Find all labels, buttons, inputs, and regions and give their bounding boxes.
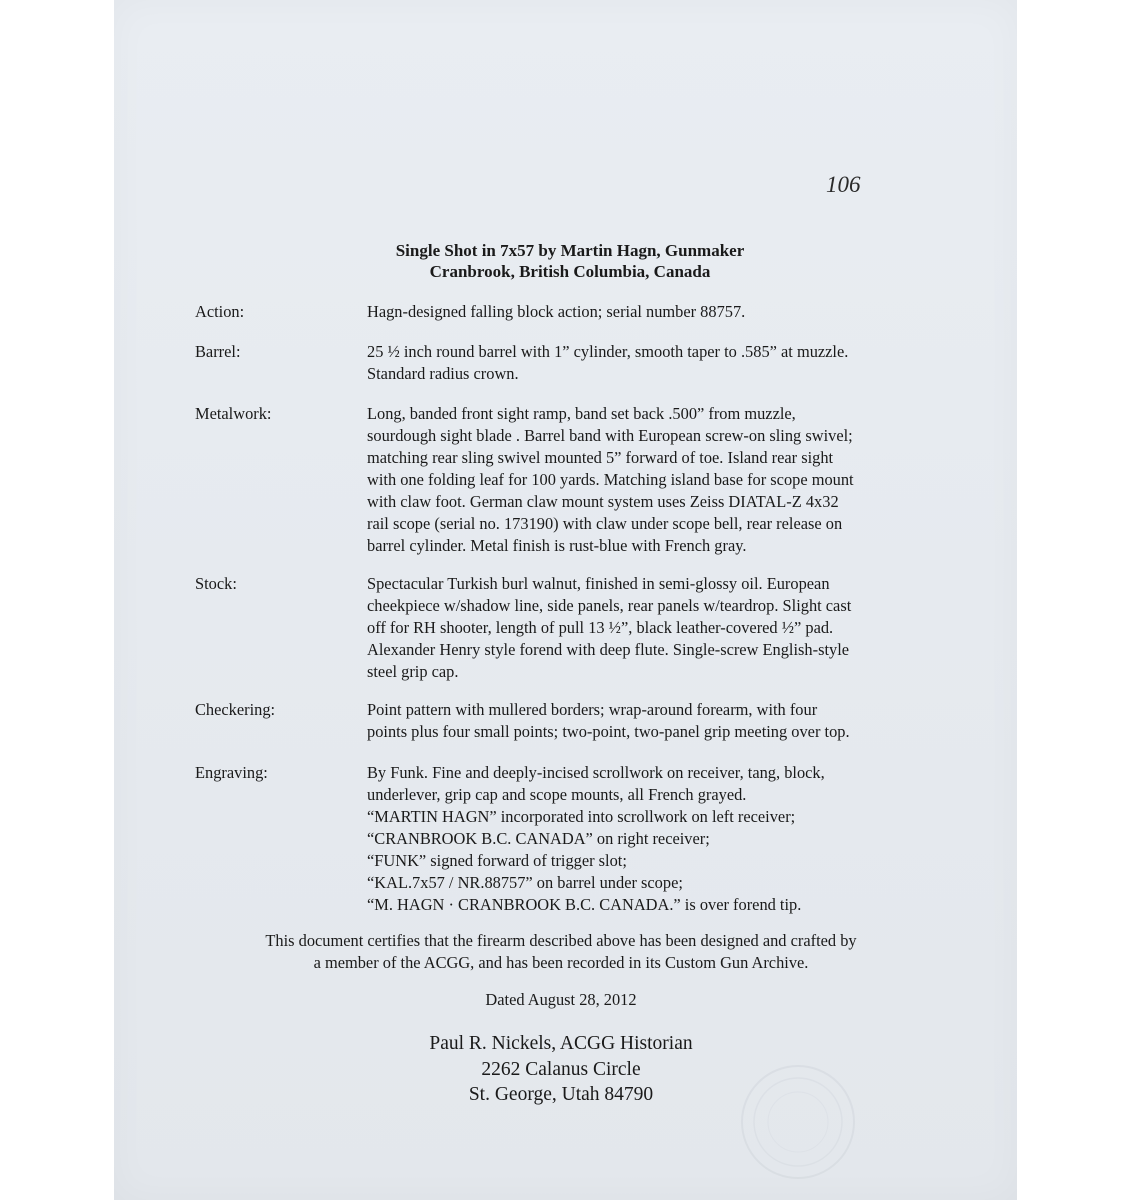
text-line: Long, banded front sight ramp, band set back .500” from muzzle, [367,404,796,423]
document-title: Single Shot in 7x57 by Martin Hagn, Gunmaker [395,241,745,260]
section-text [367,573,967,683]
section-label: Engraving: [195,763,268,782]
document-subtitle: Cranbrook, British Columbia, Canada [429,262,711,281]
text-line: with one folding leaf for 100 yards. Matching island base for scope mount [367,470,854,489]
text-line: By Funk. Fine and deeply-incised scrollwork on receiver, tang, block, [367,763,825,782]
text-line: Standard radius crown. [367,364,519,383]
text-line: cheekpiece w/shadow line, side panels, rear panels w/teardrop. Slight cast [367,596,852,615]
text-line: 25 ½ inch round barrel with 1” cylinder, smooth taper to .585” at muzzle. [367,342,849,361]
section-label: Barrel: [195,342,241,361]
section-text [367,762,967,916]
section-label: Action: [195,302,245,321]
section-label: Metalwork: [195,404,272,423]
text-line: Hagn-designed falling block action; serial number 88757. [367,302,746,321]
text-line: underlever, grip cap and scope mounts, all French grayed. [367,785,747,804]
text-line: Alexander Henry style forend with deep flute. Single-screw English-style [367,640,850,659]
text-line: “KAL.7x57 / NR.88757” on barrel under scope; [367,873,683,892]
section-label: Checkering: [195,700,276,719]
text-line: “MARTIN HAGN” incorporated into scrollwork on left receiver; [367,807,796,826]
certification-line: a member of the ACGG, and has been recorded in its Custom Gun Archive. [313,953,809,972]
certification-line: This document certifies that the firearm described above has been designed and crafted by [265,931,857,950]
text-line: “FUNK” signed forward of trigger slot; [367,851,627,870]
address-street: 2262 Calanus Circle [481,1059,641,1080]
text-line: “CRANBROOK B.C. CANADA” on right receiver; [367,829,710,848]
text-line: “M. HAGN · CRANBROOK B.C. CANADA.” is over forend tip. [367,895,802,914]
signatory-name: Paul R. Nickels, ACGG Historian [429,1033,693,1054]
address-city: St. George, Utah 84790 [468,1084,654,1105]
section-text [367,403,967,557]
section-text [367,699,967,743]
text-line: barrel cylinder. Metal finish is rust-blue with French gray. [367,536,747,555]
dated-line: Dated August 28, 2012 [485,990,637,1009]
text-line: off for RH shooter, length of pull 13 ½”, black leather-covered ½” pad. [367,618,834,637]
text-line: Spectacular Turkish burl walnut, finished in semi-glossy oil. European [367,574,830,593]
text-line: steel grip cap. [367,662,459,681]
text-line: rail scope (serial no. 173190) with claw under scope bell, rear release on [367,514,843,533]
section-text [367,301,967,323]
text-line: with claw foot. German claw mount system uses Zeiss DIATAL-Z 4x32 [367,492,839,511]
text-line: points plus four small points; two-point, two-panel grip meeting over top. [367,722,850,741]
section-label: Stock: [195,574,237,593]
text-line: sourdough sight blade . Barrel band with European screw-on sling swivel; [367,426,853,445]
embossed-seal-icon [738,1062,858,1182]
text-line: Point pattern with mullered borders; wrap-around forearm, with four [367,700,818,719]
text-line: matching rear sling swivel mounted 5” forward of toe. Island rear sight [367,448,834,467]
page-number: 106 [826,172,861,197]
section-text [367,341,967,385]
